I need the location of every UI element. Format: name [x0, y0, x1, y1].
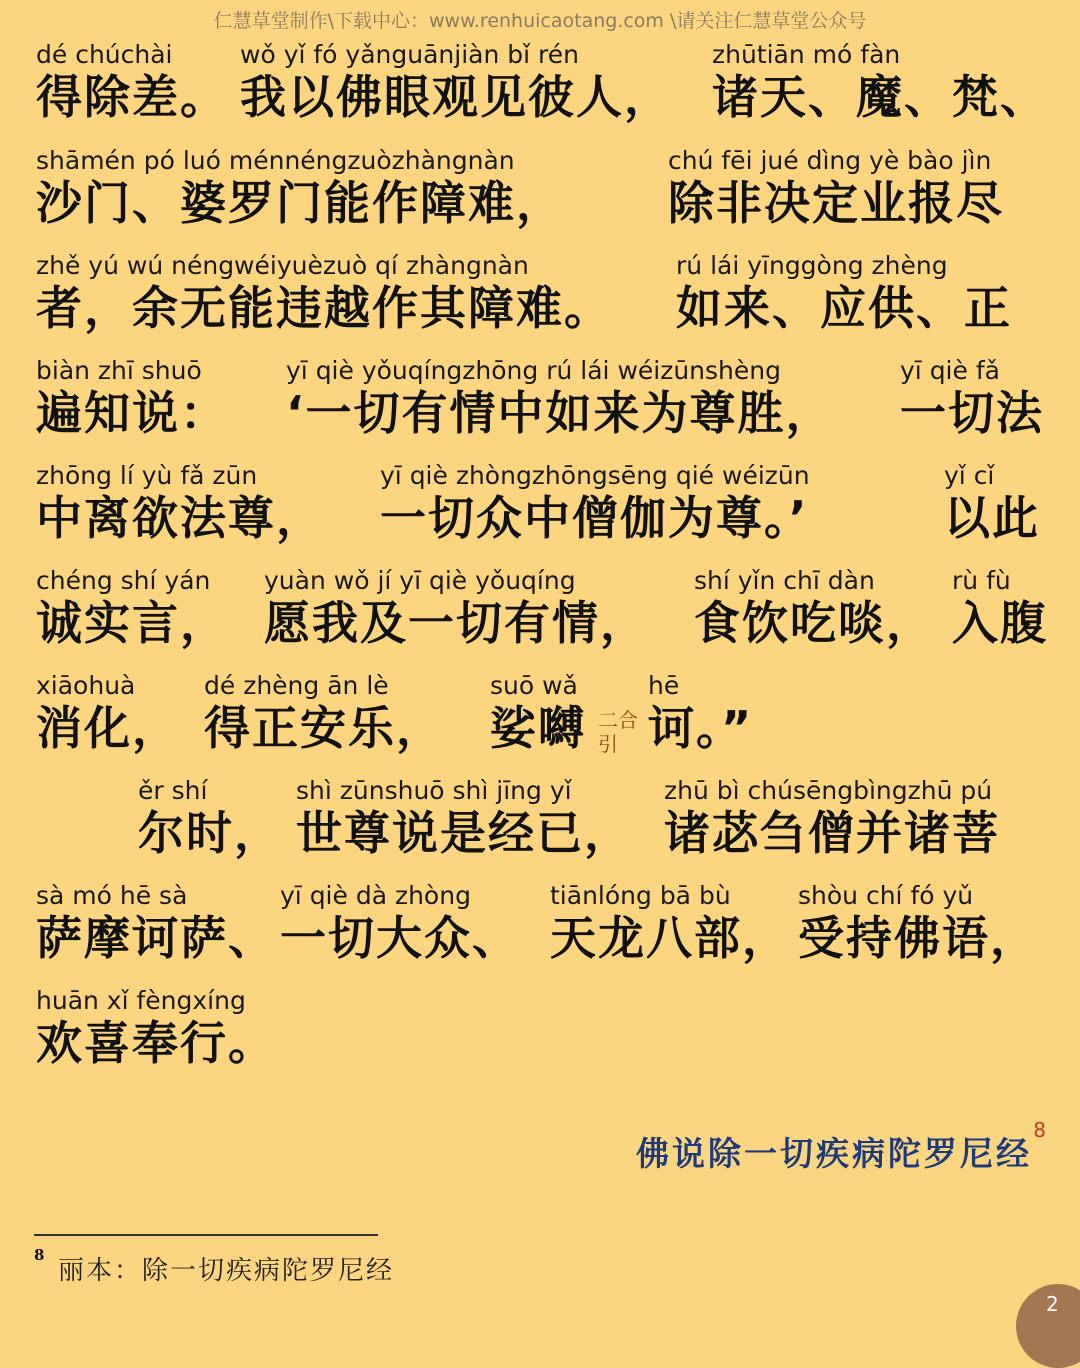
pinyin: tiānlóng bā bù — [550, 881, 731, 910]
hanzi: 我以佛眼观见彼人， — [240, 70, 672, 124]
hanzi: 除非决定业报尽 — [668, 176, 1004, 230]
pinyin: yī qiè zhòngzhōngsēng qié wéizūn — [380, 461, 810, 490]
hanzi: 如来、应供、正 — [676, 281, 1012, 335]
sutra-line — [0, 251, 1080, 355]
hanzi: 得除差。 — [36, 70, 228, 124]
hanzi: 一切大众、 — [280, 911, 520, 965]
sutra-line — [0, 881, 1080, 985]
hanzi: 天龙八部， — [550, 911, 790, 965]
pinyin: chú fēi jué dìng yè bào jìn — [668, 146, 992, 175]
sutra-line — [0, 461, 1080, 565]
hanzi: 食饮吃啖， — [694, 596, 934, 650]
hanzi: 中离欲法尊， — [36, 491, 324, 545]
hanzi: 尔时， — [138, 806, 282, 860]
sutra-title: 佛说除一切疾病陀罗尼经 — [636, 1134, 1032, 1173]
hanzi: 入腹 — [952, 596, 1048, 650]
pinyin: huān xǐ fèngxíng — [36, 986, 246, 1015]
pinyin: yī qiè dà zhòng — [280, 881, 471, 910]
pinyin: rù fù — [952, 566, 1011, 595]
pinyin: ěr shí — [138, 776, 208, 805]
hanzi: 愿我及一切有情， — [264, 596, 648, 650]
sutra-line — [0, 146, 1080, 250]
sutra-line — [0, 986, 1080, 1090]
page-number: 2 — [1046, 1292, 1059, 1316]
pinyin: shāmén pó luó ménnéngzuòzhàngnàn — [36, 146, 515, 175]
hanzi: ‘一切有情中如来为尊胜， — [286, 386, 834, 440]
pinyin: shòu chí fó yǔ — [798, 881, 974, 910]
hanzi: 受持佛语， — [798, 911, 1038, 965]
interlinear-note: 二合 — [598, 708, 638, 732]
pinyin: biàn zhī shuō — [36, 356, 202, 385]
pinyin: chéng shí yán — [36, 566, 211, 595]
hanzi: 得正安乐， — [204, 701, 444, 755]
pinyin: xiāohuà — [36, 671, 136, 700]
pinyin: rú lái yīnggòng zhèng — [676, 251, 948, 280]
hanzi: 者，余无能违越作其障难。 — [36, 281, 612, 335]
pinyin: shí yǐn chī dàn — [694, 566, 875, 595]
pinyin: yī qiè fǎ — [900, 356, 1000, 385]
hanzi: 世尊说是经已， — [296, 806, 632, 860]
pinyin: zhě yú wú néngwéiyuèzuò qí zhàngnàn — [36, 251, 529, 280]
pinyin: zhū bì chúsēngbìngzhū pú — [664, 776, 993, 805]
hanzi: 娑嚩 — [490, 701, 586, 755]
pinyin: zhōng lí yù fǎ zūn — [36, 461, 258, 490]
hanzi: 一切法 — [900, 386, 1044, 440]
pinyin: sà mó hē sà — [36, 881, 188, 910]
pinyin: dé zhèng ān lè — [204, 671, 389, 700]
hanzi: 遍知说： — [36, 386, 228, 440]
sutra-line — [0, 566, 1080, 670]
footnote-mark: 8 — [34, 1246, 45, 1264]
hanzi: 沙门、婆罗门能作障难， — [36, 176, 564, 230]
hanzi: 欢喜奉行。 — [36, 1016, 276, 1070]
footnote-text: 丽本：除一切疾病陀罗尼经 — [58, 1256, 395, 1286]
sutra-line — [0, 671, 1080, 775]
hanzi: 以此 — [944, 491, 1040, 545]
sutra-title-footnote-mark: 8 — [1033, 1118, 1046, 1142]
pinyin: yǐ cǐ — [944, 461, 995, 490]
pinyin: hē — [648, 671, 680, 700]
hanzi: 诸天、魔、梵、 — [712, 70, 1048, 124]
hanzi: 诃。” — [648, 701, 754, 755]
pinyin: zhūtiān mó fàn — [712, 40, 901, 69]
sutra-line — [0, 776, 1080, 880]
hanzi: 诚实言， — [36, 596, 228, 650]
pinyin: dé chúchài — [36, 40, 173, 69]
footnote-divider — [34, 1234, 378, 1236]
hanzi: 诸苾刍僧并诸菩 — [664, 806, 1000, 860]
pinyin: suō wǎ — [490, 671, 578, 700]
sutra-line — [0, 356, 1080, 460]
pinyin: yuàn wǒ jí yī qiè yǒuqíng — [264, 566, 576, 595]
pinyin: yī qiè yǒuqíngzhōng rú lái wéizūnshèng — [286, 356, 781, 385]
sutra-line — [0, 40, 1080, 144]
pinyin: wǒ yǐ fó yǎnguānjiàn bǐ rén — [240, 40, 579, 69]
interlinear-note: 引 — [598, 732, 618, 756]
pinyin: shì zūnshuō shì jīng yǐ — [296, 776, 572, 805]
hanzi: 消化， — [36, 701, 180, 755]
hanzi: 萨摩诃萨、 — [36, 911, 276, 965]
hanzi: 一切众中僧伽为尊。’ — [380, 491, 809, 545]
page-header: 仁慧草堂制作\下载中心：www.renhuicaotang.com \请关注仁慧草堂公众号 — [213, 10, 867, 32]
